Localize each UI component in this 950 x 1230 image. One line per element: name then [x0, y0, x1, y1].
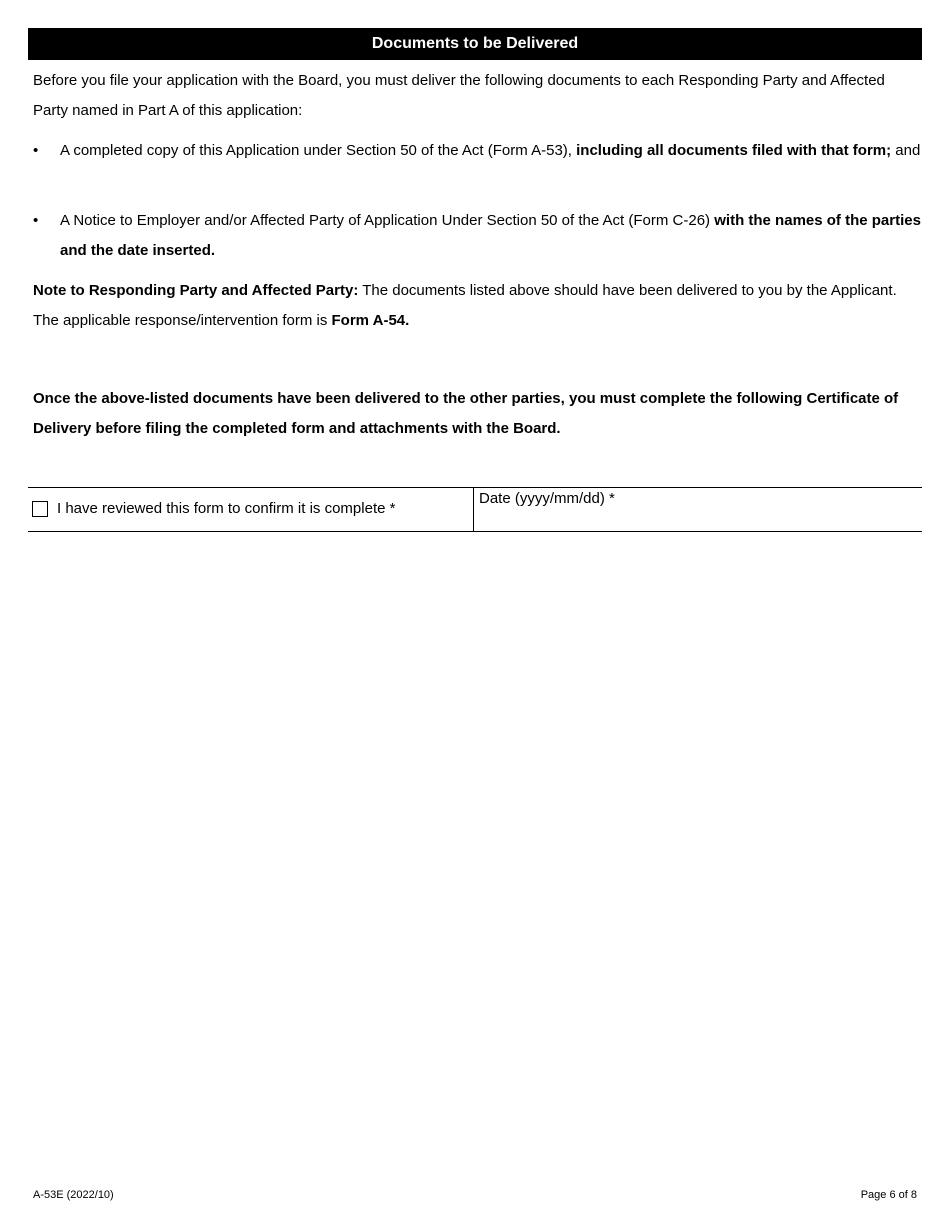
list-item-text	[60, 206, 923, 265]
review-checkbox[interactable]	[32, 501, 48, 517]
list-item-text	[60, 136, 923, 166]
bullet-icon: •	[33, 142, 39, 159]
page-number: Page 6 of 8	[860, 1189, 917, 1201]
certificate-table	[28, 487, 922, 532]
note-text: The documents listed above should have been delivered to you by the Applicant. The applicable response/intervention form is	[33, 282, 897, 329]
certificate-instruction: Once the above-listed documents have been delivered to the other parties, you must complete the following Certificate of Delivery before filing the completed form and attachments with the Board.	[33, 390, 899, 437]
list-item-emphasis: including all documents filed with that form;	[576, 142, 892, 159]
form-identifier: A-53E (2022/10)	[33, 1189, 114, 1201]
date-label: Date (yyyy/mm/dd) *	[479, 490, 615, 507]
date-field[interactable]	[479, 509, 917, 529]
list-item-text-end: and	[891, 142, 921, 159]
note-form-reference: Form A-54.	[331, 311, 410, 329]
review-checkbox-label: I have reviewed this form to confirm it is complete *	[57, 500, 396, 517]
list-item-text-start: A completed copy of this Application under Section 50 of the Act (Form A-53),	[60, 142, 577, 159]
section-header: Documents to be Delivered	[28, 28, 922, 60]
intro-paragraph: Before you file your application with the Board, you must deliver the following documents to each Responding Party and Affected Party named in Part A of this application:	[33, 72, 885, 119]
note-paragraph	[33, 276, 923, 335]
list-item-text-start: A Notice to Employer and/or Affected Party of Application Under Section 50 of the Act (Form C-26)	[60, 212, 715, 229]
note-lead: Note to Responding Party and Affected Party:	[33, 282, 359, 299]
date-cell	[474, 488, 922, 531]
list-item-emphasis: with the names of the parties and the date inserted.	[60, 212, 921, 259]
bullet-icon: •	[33, 212, 39, 229]
review-cell	[28, 488, 474, 531]
